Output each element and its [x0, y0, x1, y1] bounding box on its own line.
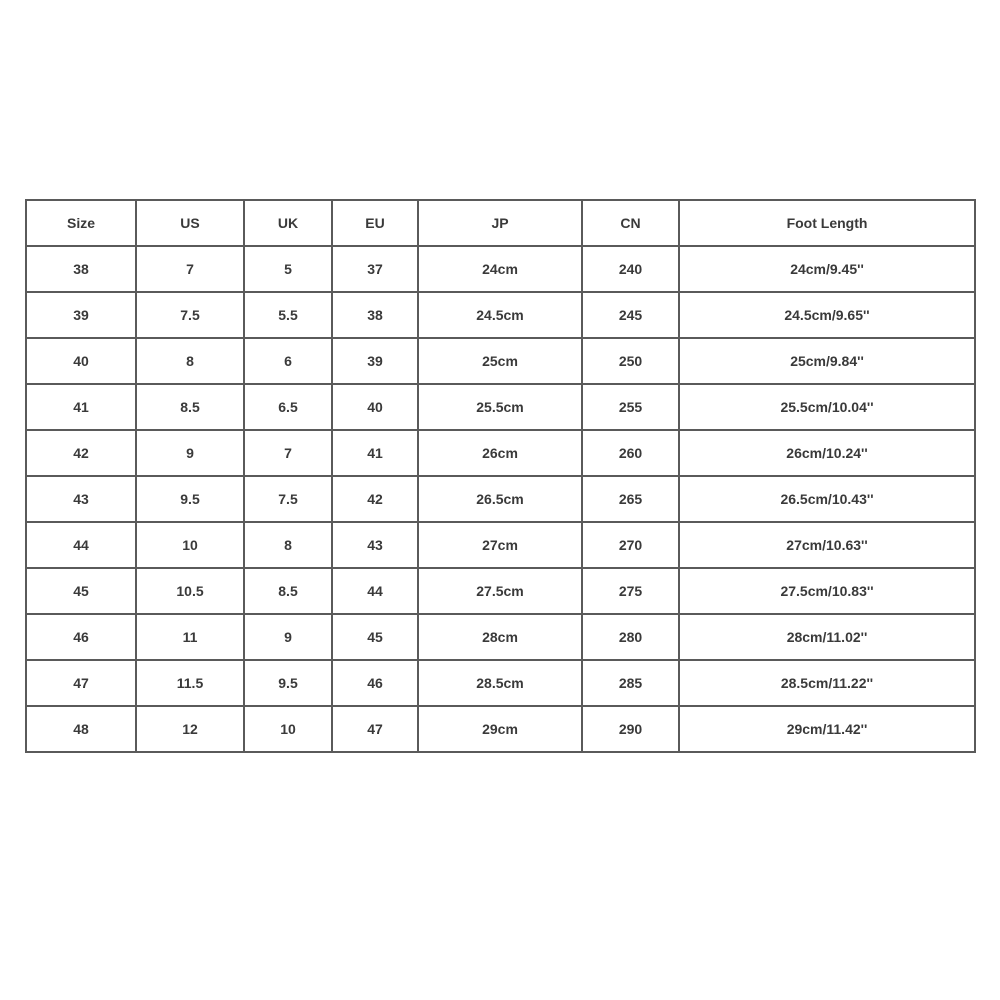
cell-uk: 8.5	[244, 568, 332, 614]
cell-eu: 39	[332, 338, 418, 384]
table-row	[26, 384, 975, 430]
cell-us: 11	[136, 614, 244, 660]
table-row	[26, 706, 975, 752]
cell-us: 9.5	[136, 476, 244, 522]
cell-cn: 260	[582, 430, 679, 476]
cell-eu: 46	[332, 660, 418, 706]
cell-jp: 27.5cm	[418, 568, 582, 614]
header-uk: UK	[244, 200, 332, 246]
cell-us: 8	[136, 338, 244, 384]
cell-eu: 41	[332, 430, 418, 476]
cell-size: 41	[26, 384, 136, 430]
cell-jp: 24cm	[418, 246, 582, 292]
cell-size: 47	[26, 660, 136, 706]
cell-foot-length: 26.5cm/10.43''	[679, 476, 975, 522]
cell-jp: 28cm	[418, 614, 582, 660]
cell-eu: 44	[332, 568, 418, 614]
cell-uk: 6.5	[244, 384, 332, 430]
cell-us: 10	[136, 522, 244, 568]
cell-cn: 240	[582, 246, 679, 292]
cell-size: 42	[26, 430, 136, 476]
table-row	[26, 292, 975, 338]
cell-foot-length: 29cm/11.42''	[679, 706, 975, 752]
cell-us: 11.5	[136, 660, 244, 706]
header-row	[26, 200, 975, 246]
cell-cn: 255	[582, 384, 679, 430]
cell-us: 9	[136, 430, 244, 476]
cell-foot-length: 27cm/10.63''	[679, 522, 975, 568]
cell-uk: 5	[244, 246, 332, 292]
cell-size: 48	[26, 706, 136, 752]
cell-foot-length: 27.5cm/10.83''	[679, 568, 975, 614]
table-row	[26, 476, 975, 522]
table-row	[26, 522, 975, 568]
header-jp: JP	[418, 200, 582, 246]
table-body	[26, 246, 975, 752]
cell-us: 8.5	[136, 384, 244, 430]
cell-size: 43	[26, 476, 136, 522]
cell-foot-length: 28cm/11.02''	[679, 614, 975, 660]
cell-jp: 28.5cm	[418, 660, 582, 706]
table-row	[26, 614, 975, 660]
cell-uk: 9	[244, 614, 332, 660]
cell-eu: 42	[332, 476, 418, 522]
cell-jp: 25.5cm	[418, 384, 582, 430]
cell-size: 39	[26, 292, 136, 338]
table-header	[26, 200, 975, 246]
cell-eu: 37	[332, 246, 418, 292]
cell-us: 12	[136, 706, 244, 752]
cell-uk: 7	[244, 430, 332, 476]
cell-jp: 26cm	[418, 430, 582, 476]
cell-jp: 27cm	[418, 522, 582, 568]
cell-us: 10.5	[136, 568, 244, 614]
cell-uk: 10	[244, 706, 332, 752]
header-foot-length: Foot Length	[679, 200, 975, 246]
cell-size: 45	[26, 568, 136, 614]
cell-us: 7.5	[136, 292, 244, 338]
cell-jp: 26.5cm	[418, 476, 582, 522]
cell-foot-length: 28.5cm/11.22''	[679, 660, 975, 706]
cell-foot-length: 25cm/9.84''	[679, 338, 975, 384]
cell-foot-length: 24.5cm/9.65''	[679, 292, 975, 338]
cell-eu: 43	[332, 522, 418, 568]
cell-cn: 245	[582, 292, 679, 338]
header-eu: EU	[332, 200, 418, 246]
cell-cn: 290	[582, 706, 679, 752]
cell-cn: 270	[582, 522, 679, 568]
header-size: Size	[26, 200, 136, 246]
cell-foot-length: 25.5cm/10.04''	[679, 384, 975, 430]
cell-uk: 5.5	[244, 292, 332, 338]
cell-jp: 25cm	[418, 338, 582, 384]
cell-cn: 250	[582, 338, 679, 384]
header-cn: CN	[582, 200, 679, 246]
cell-foot-length: 24cm/9.45''	[679, 246, 975, 292]
cell-cn: 285	[582, 660, 679, 706]
cell-size: 38	[26, 246, 136, 292]
table-row	[26, 338, 975, 384]
size-chart-table	[25, 199, 976, 753]
table-row	[26, 660, 975, 706]
cell-eu: 45	[332, 614, 418, 660]
cell-uk: 6	[244, 338, 332, 384]
cell-eu: 47	[332, 706, 418, 752]
cell-jp: 29cm	[418, 706, 582, 752]
cell-cn: 275	[582, 568, 679, 614]
cell-uk: 9.5	[244, 660, 332, 706]
cell-cn: 265	[582, 476, 679, 522]
cell-size: 40	[26, 338, 136, 384]
table-row	[26, 246, 975, 292]
cell-jp: 24.5cm	[418, 292, 582, 338]
cell-foot-length: 26cm/10.24''	[679, 430, 975, 476]
cell-eu: 40	[332, 384, 418, 430]
cell-us: 7	[136, 246, 244, 292]
table-row	[26, 430, 975, 476]
cell-uk: 8	[244, 522, 332, 568]
cell-uk: 7.5	[244, 476, 332, 522]
cell-cn: 280	[582, 614, 679, 660]
cell-size: 44	[26, 522, 136, 568]
cell-eu: 38	[332, 292, 418, 338]
cell-size: 46	[26, 614, 136, 660]
header-us: US	[136, 200, 244, 246]
table-row	[26, 568, 975, 614]
